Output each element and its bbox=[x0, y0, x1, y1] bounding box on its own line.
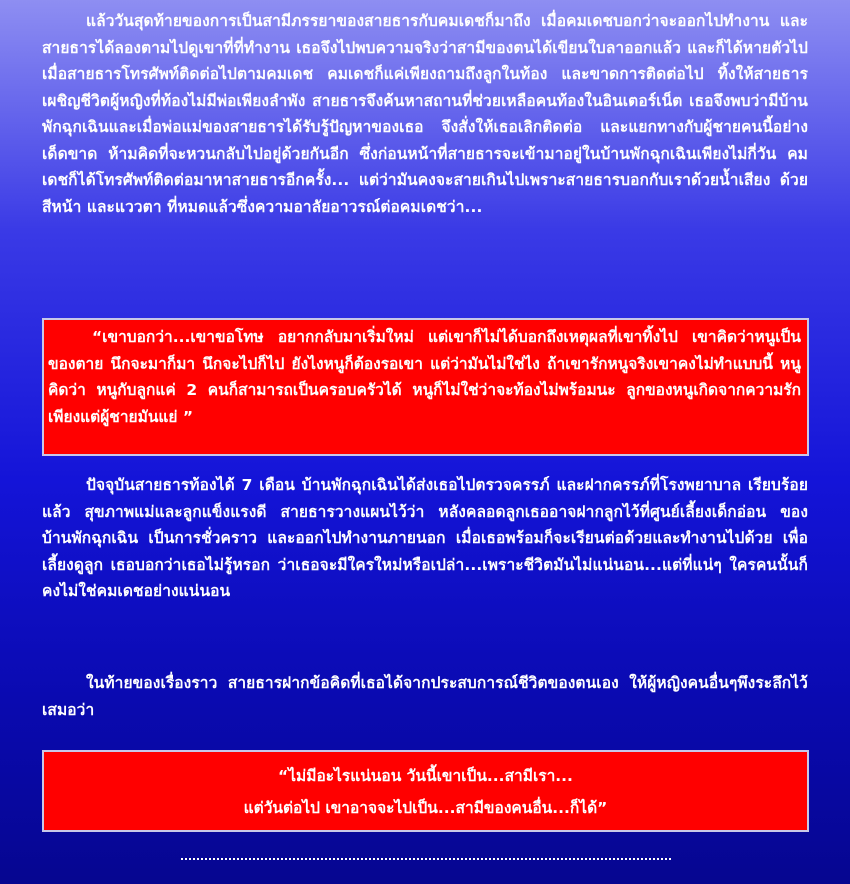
quote-box-closing-advice bbox=[42, 750, 809, 832]
story-paragraph-3: ในท้ายของเรื่องราว สายธารฝากข้อคิดที่เธอได้จากประสบการณ์ชีวิตของตนเอง ให้ผู้หญิงคนอื่นๆพึงระลึกไว้เสมอว่า bbox=[42, 674, 808, 719]
story-paragraph-2: ปัจจุบันสายธารท้องได้ 7 เดือน บ้านพักฉุกเฉินได้ส่งเธอไปตรวจครรภ์ และฝากครรภ์ที่โรงพยาบาล เรียบร้อยแล้ว สุขภาพแม่และลูกแข็งแรงดี สายธารวางแผนไว้ว่า หลังคลอดลูกเธออาจฝากลูกไว้ที่ศูนย์เลี้ยงเด็กอ่อน ของ บ้านพักฉุกเฉิน เป็นการชั่วคราว และออกไปทำงานภายนอก เมื่อเธอพร้อมก็จะเรียนต่อด้วยและทำงานไปด้วย เพื่อเลี้ยงดูลูก เธอบอกว่าเธอไม่รู้หรอก ว่าเธอจะมีใครใหม่หรือเปล่า...เพราะชีวิตมันไม่แน่นอน...แต่ที่แน่ๆ ใครคนนั้นก็คงไม่ใช่คมเดชอย่างแน่นอน bbox=[42, 476, 808, 600]
closing-quote-line-1: “ไม่มีอะไรแน่นอน วันนี้เขาเป็น...สามีเรา... bbox=[278, 767, 573, 785]
quote-text-1: “เขาบอกว่า...เขาขอโทษ อยากกลับมาเริ่มใหม่ แต่เขาก็ไม่ได้บอกถึงเหตุผลที่เขาทิ้งไป เขาคิดว่าหนูเป็นของตาย นึกจะมาก็มา นึกจะไปก็ไป ยังไงหนูก็ต้องรอเขา แต่ว่ามันไม่ใช่ไง ถ้าเขารักหนูจริงเขาคงไม่ทำแบบนี้ หนูคิดว่า หนูกับลูกแค่ 2 คนก็สามารถเป็นครอบครัวได้ หนูก็ไม่ใช่ว่าจะท้องไม่พร้อมนะ ลูกของหนูเกิดจากความรัก เพียงแต่ผู้ชายมันแย่ ” bbox=[48, 328, 801, 426]
closing-quote-line-2: แต่วันต่อไป เขาอาจจะไปเป็น...สามีของคนอื่น...ก็ได้” bbox=[243, 799, 608, 817]
dotted-divider bbox=[181, 858, 671, 860]
quote-box-saithan-statement bbox=[42, 318, 809, 456]
story-paragraph-1: แล้ววันสุดท้ายของการเป็นสามีภรรยาของสายธารกับคมเดชก็มาถึง เมื่อคมเดชบอกว่าจะออกไปทำงาน และสายธารได้ลองตามไปดูเขาที่ที่ทำงาน เธอจึงไปพบความจริงว่าสามีของตนได้เขียนใบลาออกแล้ว และก็ได้หายตัวไป เมื่อสายธารโทรศัพท์ติดต่อไปตามคมเดช คมเดชก็แค่เพียงถามถึงลูกในท้อง และขาดการติดต่อไป ทิ้งให้สายธารเผชิญชีวิตผู้หญิงที่ท้องไม่มีพ่อเพียงลำพัง สายธารจึงค้นหาสถานที่ช่วยเหลือคนท้องในอินเตอร์เน็ต เธอจึงพบว่ามีบ้านพักฉุกเฉินและเมื่อพ่อแม่ของสายธารได้รับรู้ปัญหาของเธอ จึงสั่งให้เธอเลิกติดต่อ และแยกทางกับผู้ชายคนนี้อย่างเด็ดขาด ห้ามคิดที่จะหวนกลับไปอยู่ด้วยกันอีก ซึ่งก่อนหน้าที่สายธารจะเข้ามาอยู่ในบ้านพักฉุกเฉินเพียงไม่กี่วัน คมเดชก็ได้โทรศัพท์ติดต่อมาหาสายธารอีกครั้ง... แต่ว่ามันคงจะสายเกินไปเพราะสายธารบอกกับเราด้วยน้ำเสียง ด้วยสีหน้า และแววตา ที่หมดแล้วซึ่งความอาลัยอาวรณ์ต่อคมเดชว่า... bbox=[42, 12, 808, 216]
